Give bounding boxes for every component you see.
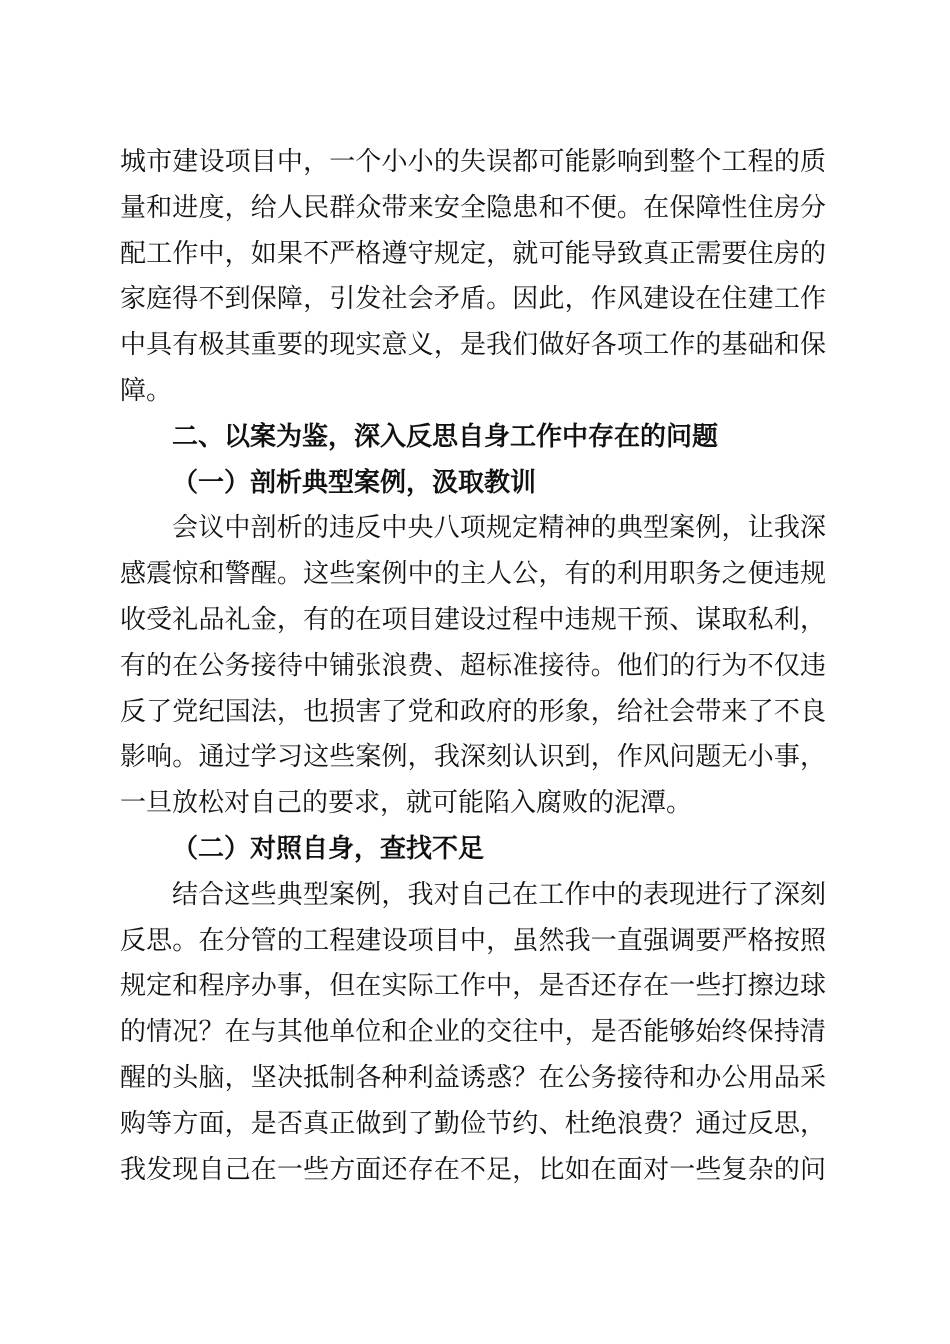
paragraph-2 (120, 506, 826, 827)
text-line: 醒的头脑，坚决抵制各种利益诱惑？在公务接待和办公用品采 (120, 1062, 826, 1093)
text-line: 量和进度，给人民群众带来安全隐患和不便。在保障性住房分 (120, 192, 826, 223)
document-body (120, 140, 826, 1193)
subsection-heading: （二）对照自身，查找不足 (172, 833, 485, 864)
text-line: 的情况？在与其他单位和企业的交往中，是否能够始终保持清 (120, 1017, 826, 1048)
text-line: 一旦放松对自己的要求，就可能陷入腐败的泥潭。 (120, 788, 693, 819)
text-line: 规定和程序办事，但在实际工作中，是否还存在一些打擦边球 (120, 971, 826, 1002)
text-line: 影响。通过学习这些案例，我深刻认识到，作风问题无小事， (120, 742, 826, 773)
text-line: 反了党纪国法，也损害了党和政府的形象，给社会带来了不良 (120, 696, 826, 727)
text-line: 障。 (120, 375, 173, 406)
text-line: 有的在公务接待中铺张浪费、超标准接待。他们的行为不仅违 (120, 650, 826, 681)
paragraph-1 (120, 140, 826, 415)
text-line: 结合这些典型案例，我对自己在工作中的表现进行了深刻 (172, 879, 826, 910)
text-line: 家庭得不到保障，引发社会矛盾。因此，作风建设在住建工作 (120, 284, 826, 315)
paragraph-3 (120, 873, 826, 1194)
section-heading: 二、以案为鉴，深入反思自身工作中存在的问题 (172, 421, 719, 452)
text-line: 我发现自己在一些方面还存在不足，比如在面对一些复杂的问 (120, 1154, 826, 1185)
text-line: 城市建设项目中，一个小小的失误都可能影响到整个工程的质 (120, 147, 826, 177)
text-line: 配工作中，如果不严格遵守规定，就可能导致真正需要住房的 (120, 238, 826, 269)
text-line: 感震惊和警醒。这些案例中的主人公，有的利用职务之便违规 (120, 559, 826, 590)
text-line: 会议中剖析的违反中央八项规定精神的典型案例，让我深 (172, 513, 826, 544)
text-line: 收受礼品礼金，有的在项目建设过程中违规干预、谋取私利， (120, 604, 826, 635)
text-line: 反思。在分管的工程建设项目中，虽然我一直强调要严格按照 (120, 925, 826, 956)
subsection-heading: （一）剖析典型案例，汲取教训 (172, 467, 537, 498)
text-line: 中具有极其重要的现实意义，是我们做好各项工作的基础和保 (120, 330, 826, 361)
text-line: 购等方面，是否真正做到了勤俭节约、杜绝浪费？通过反思， (120, 1108, 826, 1139)
